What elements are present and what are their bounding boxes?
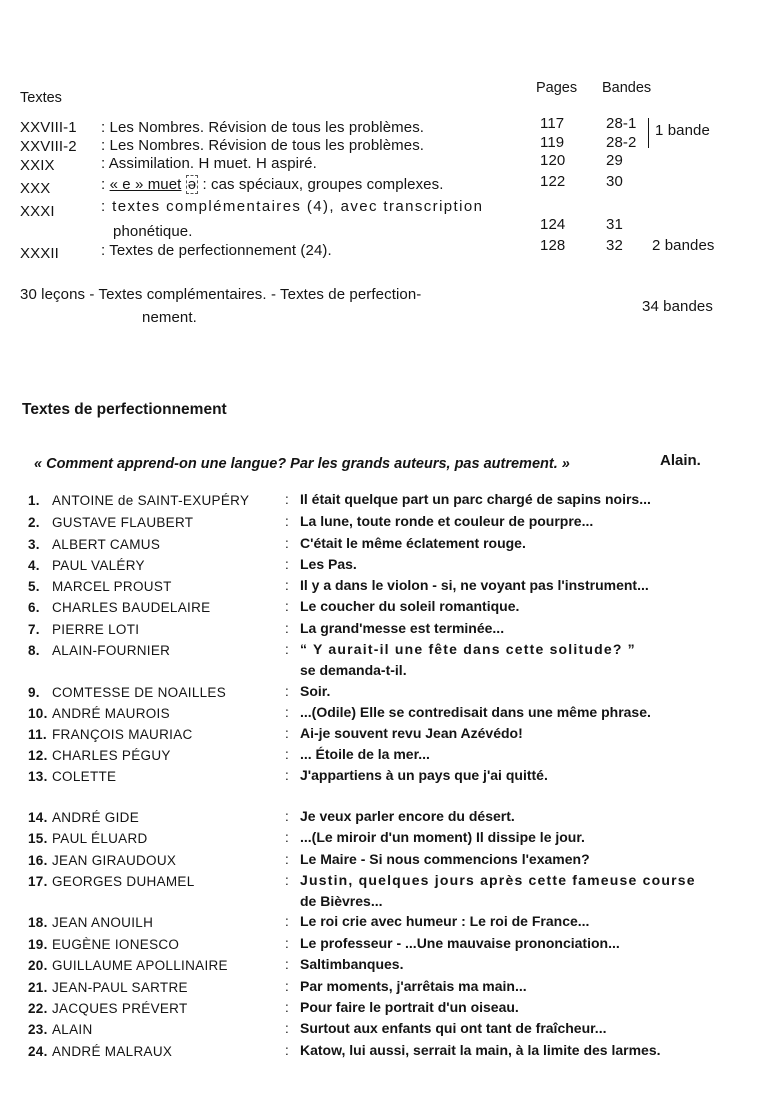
text-number: 2. [28,515,40,530]
text-separator: : [285,747,290,762]
text-line: “ Y aurait-il une fête dans cette solitude? ” [300,641,636,657]
text-line: Il y a dans le violon - si, ne voyant pas l'instrument... [300,577,649,593]
toc-row-page: 122 [540,173,566,190]
text-line: Saltimbanques. [300,956,404,972]
text-separator: : [285,1021,290,1036]
text-separator: : [285,873,290,888]
quote-author: Alain. [660,452,701,469]
text-number: 10. [28,706,48,721]
text-separator: : [285,1043,290,1058]
text-line: Pour faire le portrait d'un oiseau. [300,999,519,1015]
text-separator: : [285,536,290,551]
text-line: J'appartiens à un pays que j'ai quitté. [300,767,548,783]
text-line: Justin, quelques jours après cette fameuse course [300,872,696,888]
text-number: 22. [28,1001,48,1016]
text-line: ...(Le miroir d'un moment) Il dissipe le jour. [300,829,585,845]
text-author: EUGÈNE IONESCO [52,937,180,952]
text-author: ANDRÉ MAUROIS [52,706,170,721]
text-separator: : [285,979,290,994]
text-author: JEAN GIRAUDOUX [52,853,177,868]
text-author: CHARLES PÉGUY [52,748,171,763]
text-line: Katow, lui aussi, serrait la main, à la limite des larmes. [300,1042,661,1058]
text-line: La lune, toute ronde et couleur de pourpre... [300,513,594,529]
toc-header-bandes: Bandes [602,80,652,96]
text-line: Ai-je souvent revu Jean Azévédo! [300,725,523,741]
text-separator: : [285,726,290,741]
text-separator: : [285,957,290,972]
toc-header-pages: Pages [536,80,578,96]
text-line: ... Étoile de la mer... [300,746,430,762]
toc-row-page: 120 [540,152,566,169]
text-number: 4. [28,558,40,573]
toc-row-bande: 31 [606,216,623,233]
toc-row-desc: : textes complémentaires (4), avec transcription [101,198,484,215]
toc-group-label-2: 2 bandes [652,237,715,254]
text-number: 13. [28,769,48,784]
text-number: 23. [28,1022,48,1037]
toc-row-code: XXXI [20,203,55,220]
text-number: 7. [28,622,40,637]
toc-row-page: 124 [540,216,566,233]
text-author: JEAN-PAUL SARTRE [52,980,188,995]
text-line-continued: se demanda-t-il. [300,662,407,678]
text-number: 11. [28,727,47,742]
text-author: CHARLES BAUDELAIRE [52,600,211,615]
toc-row-code: XXVIII-2 [20,138,77,155]
text-number: 18. [28,915,48,930]
text-author: ANDRÉ MALRAUX [52,1044,173,1059]
toc-row-desc [101,176,444,193]
text-author: PAUL ÉLUARD [52,831,148,846]
text-line: Les Pas. [300,556,357,572]
toc-row-desc-ipa: ə [187,176,197,193]
text-separator: : [285,621,290,636]
text-line: Le coucher du soleil romantique. [300,598,520,614]
text-number: 15. [28,831,48,846]
text-separator: : [285,852,290,867]
section-quote: « Comment apprend-on une langue? Par les grands auteurs, pas autrement. » [34,456,570,472]
text-number: 12. [28,748,48,763]
text-author: ALBERT CAMUS [52,537,161,552]
text-line: Par moments, j'arrêtais ma main... [300,978,527,994]
text-separator: : [285,684,290,699]
toc-summary-line1: 30 leçons - Textes complémentaires. - Textes de perfection- [20,286,422,303]
text-number: 6. [28,600,40,615]
text-line: Je veux parler encore du désert. [300,808,515,824]
text-author: GUSTAVE FLAUBERT [52,515,194,530]
toc-row-code: XXX [20,180,51,197]
toc-row-bande: 32 [606,237,623,254]
toc-summary-total: 34 bandes [642,298,713,315]
bracket-group-1 [648,118,649,148]
text-author: JEAN ANOUILH [52,915,154,930]
text-author: ALAIN [52,1022,93,1037]
text-separator: : [285,936,290,951]
text-author: COMTESSE DE NOAILLES [52,685,227,700]
toc-row-bande: 28-1 [606,115,637,132]
text-separator: : [285,514,290,529]
toc-row-desc-line2: phonétique. [113,223,193,240]
toc-row-desc-rest: : cas spéciaux, groupes complexes. [202,176,444,193]
text-line: Le roi crie avec humeur : Le roi de France... [300,913,590,929]
toc-row-desc-prefix: : [101,176,106,193]
toc-row-code: XXVIII-1 [20,119,77,136]
text-separator: : [285,809,290,824]
text-number: 21. [28,980,48,995]
text-separator: : [285,705,290,720]
text-separator: : [285,492,290,507]
text-line: Il était quelque part un parc chargé de sapins noirs... [300,491,651,507]
text-number: 19. [28,937,48,952]
text-author: GUILLAUME APOLLINAIRE [52,958,228,973]
text-separator: : [285,642,290,657]
text-number: 24. [28,1044,48,1059]
toc-row-desc: : Les Nombres. Révision de tous les problèmes. [101,119,425,136]
text-separator: : [285,1000,290,1015]
text-separator: : [285,914,290,929]
text-line: Soir. [300,683,331,699]
toc-row-bande: 28-2 [606,134,637,151]
toc-header-textes: Textes [20,90,62,106]
text-line: La grand'messe est terminée... [300,620,505,636]
text-number: 1. [28,493,40,508]
text-number: 9. [28,685,40,700]
text-separator: : [285,830,290,845]
toc-summary-line2: nement. [142,309,197,326]
text-author: ALAIN-FOURNIER [52,643,171,658]
toc-row-bande: 29 [606,152,623,169]
text-number: 8. [28,643,40,658]
toc-row-page: 119 [540,134,565,151]
text-separator: : [285,557,290,572]
text-number: 17. [28,874,48,889]
text-author: GEORGES DUHAMEL [52,874,195,889]
text-number: 20. [28,958,48,973]
text-author: ANDRÉ GIDE [52,810,140,825]
text-author: JACQUES PRÉVERT [52,1001,188,1016]
section-title: Textes de perfectionnement [22,401,227,418]
text-line: C'était le même éclatement rouge. [300,535,526,551]
text-author: ANTOINE de SAINT-EXUPÉRY [52,493,250,508]
text-line: Surtout aux enfants qui ont tant de fraîcheur... [300,1020,607,1036]
text-line-continued: de Bièvres... [300,893,383,909]
text-separator: : [285,578,290,593]
toc-row-page: 128 [540,237,566,254]
text-author: PAUL VALÉRY [52,558,145,573]
toc-row-page: 117 [540,115,565,132]
toc-row-desc: : Les Nombres. Révision de tous les problèmes. [101,137,425,154]
text-author: FRANÇOIS MAURIAC [52,727,193,742]
toc-row-code: XXIX [20,157,55,174]
text-author: MARCEL PROUST [52,579,172,594]
toc-row-bande: 30 [606,173,623,190]
text-number: 16. [28,853,48,868]
text-line: ...(Odile) Elle se contredisait dans une même phrase. [300,704,651,720]
toc-row-desc: : Textes de perfectionnement (24). [101,242,332,259]
text-number: 3. [28,537,40,552]
toc-group-label-1: 1 bande [655,122,710,139]
toc-row-code: XXXII [20,245,59,262]
text-author: COLETTE [52,769,117,784]
text-separator: : [285,768,290,783]
text-author: PIERRE LOTI [52,622,140,637]
toc-row-desc-underlined: « e » muet [109,176,182,193]
text-number: 14. [28,810,48,825]
text-number: 5. [28,579,40,594]
toc-row-desc: : Assimilation. H muet. H aspiré. [101,155,317,172]
text-separator: : [285,599,290,614]
text-line: Le professeur - ...Une mauvaise prononciation... [300,935,620,951]
text-line: Le Maire - Si nous commencions l'examen? [300,851,590,867]
